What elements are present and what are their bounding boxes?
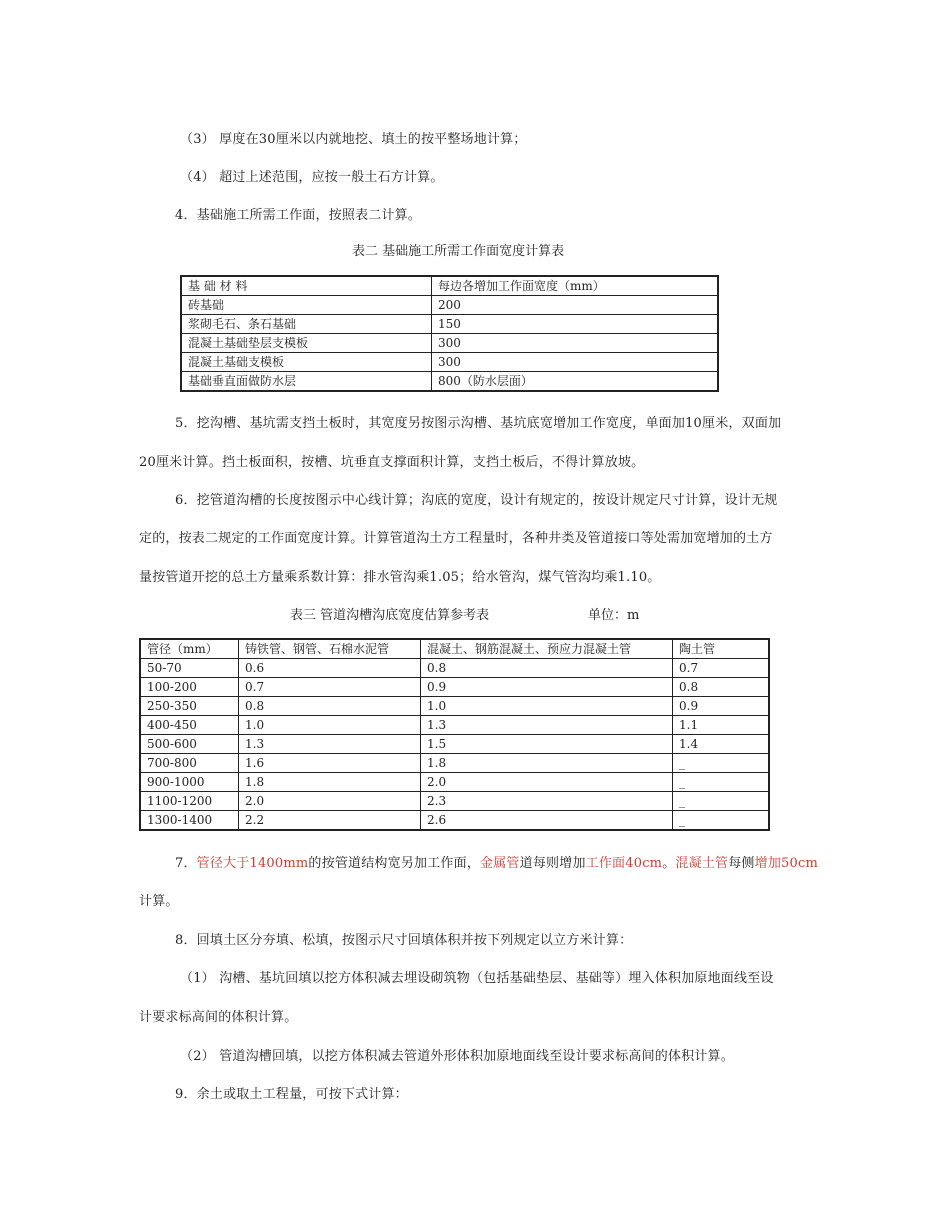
table-cell: 1100-1200 xyxy=(140,792,239,811)
item-6-line-3: 量按管道开挖的总土方量乘系数计算：排水管沟乘1.05；给水管沟，煤气管沟均乘1.10。 xyxy=(139,570,661,585)
header-cell: 基 础 材 料 xyxy=(181,276,432,296)
highlight-text: 增加50cm xyxy=(754,856,818,871)
table-row xyxy=(181,353,718,372)
table-cell: 混凝土基础支模板 xyxy=(181,353,432,372)
table-cell: 1.1 xyxy=(673,716,770,735)
table-cell: 800（防水层面） xyxy=(432,372,719,392)
table-cell: 浆砌毛石、条石基础 xyxy=(181,315,432,334)
body-text: 道每则增加 xyxy=(519,856,586,871)
table-row xyxy=(181,315,718,334)
item-6-line-1: 6．挖管道沟槽的长度按图示中心线计算；沟底的宽度，设计有规定的，按设计规定尺寸计算，设计无规 xyxy=(175,493,778,508)
table-cell: 基础垂直面做防水层 xyxy=(181,372,432,392)
table-cell: 200 xyxy=(432,296,719,315)
highlight-text: 金属管 xyxy=(480,856,520,871)
table-cell: _ xyxy=(673,754,770,773)
table3-unit: 单位：m xyxy=(588,608,640,623)
highlight-text: 混凝土管 xyxy=(675,856,729,871)
table-row xyxy=(140,716,769,735)
item-9: 9．余土或取土工程量，可按下式计算： xyxy=(175,1087,408,1102)
table-cell: 0.9 xyxy=(673,697,770,716)
item-4: 4．基础施工所需工作面，按照表二计算。 xyxy=(175,208,422,223)
table3-caption: 表三 管道沟槽沟底宽度估算参考表 xyxy=(290,608,490,623)
table-cell: 0.8 xyxy=(673,678,770,697)
body-text: 。 xyxy=(662,856,676,871)
item-8-1-line-1: （1） 沟槽、基坑回填以挖方体积减去埋设砌筑物（包括基础垫层、基础等）埋入体积加原地面线至设 xyxy=(180,971,774,986)
item-5-line-1: 5．挖沟槽、基坑需支挡土板时，其宽度另按图示沟槽、基坑底宽增加工作宽度，单面加10厘米，双面加 xyxy=(175,416,782,431)
table-row xyxy=(140,678,769,697)
table-cell: 50-70 xyxy=(140,659,239,678)
table-cell: _ xyxy=(673,811,770,831)
table-cell: 砖基础 xyxy=(181,296,432,315)
table-row xyxy=(140,754,769,773)
table-row xyxy=(140,659,769,678)
item-5-line-2: 20厘米计算。挡土板面积，按槽、坑垂直支撑面积计算，支挡土板后，不得计算放坡。 xyxy=(139,455,645,470)
table-cell: 0.9 xyxy=(421,678,673,697)
table-cell: 1300-1400 xyxy=(140,811,239,831)
highlight-text: 管径大于1400mm xyxy=(196,856,309,871)
table-cell: 1.3 xyxy=(239,735,421,754)
item-6-line-2: 定的，按表二规定的工作面宽度计算。计算管道沟土方工程量时，各种井类及管道接口等处需加宽增加的土方 xyxy=(139,531,773,546)
table-cell: 2.0 xyxy=(421,773,673,792)
table-cell: 0.7 xyxy=(673,659,770,678)
table-cell: 1.0 xyxy=(421,697,673,716)
table-cell: _ xyxy=(673,773,770,792)
item-8-2: （2） 管道沟槽回填，以挖方体积减去管道外形体积加原地面线至设计要求标高间的体积计算。 xyxy=(180,1049,735,1064)
item-7-number: 7． xyxy=(175,856,197,871)
table2 xyxy=(180,275,719,392)
item-8-1-line-2: 计要求标高间的体积计算。 xyxy=(139,1010,298,1025)
table-cell: 150 xyxy=(432,315,719,334)
highlight-text: 工作面40cm xyxy=(585,856,663,871)
table-row xyxy=(140,697,769,716)
table-cell: 1.6 xyxy=(239,754,421,773)
header-cell: 混凝土、钢筋混凝土、预应力混凝土管 xyxy=(421,639,673,659)
item-8: 8．回填土区分夯填、松填，按图示尺寸回填体积并按下列规定以立方米计算： xyxy=(175,933,633,948)
table-cell: 400-450 xyxy=(140,716,239,735)
table-cell: 1.5 xyxy=(421,735,673,754)
table-cell: 混凝土基础垫层支模板 xyxy=(181,334,432,353)
table-cell: 2.3 xyxy=(421,792,673,811)
table-cell: 2.6 xyxy=(421,811,673,831)
table-row xyxy=(140,773,769,792)
table-row xyxy=(181,296,718,315)
table-cell: 0.6 xyxy=(239,659,421,678)
table-cell: 1.8 xyxy=(239,773,421,792)
header-cell: 铸铁管、钢管、石棉水泥管 xyxy=(239,639,421,659)
table-cell: 0.8 xyxy=(421,659,673,678)
table-header-row xyxy=(181,276,718,296)
table-cell: 900-1000 xyxy=(140,773,239,792)
table-cell: 250-350 xyxy=(140,697,239,716)
table-cell: 1.0 xyxy=(239,716,421,735)
table-cell: 0.7 xyxy=(239,678,421,697)
table-cell: 2.0 xyxy=(239,792,421,811)
table-row xyxy=(140,811,769,831)
table-cell: 500-600 xyxy=(140,735,239,754)
paragraph-4: （4） 超过上述范围，应按一般土石方计算。 xyxy=(180,170,444,185)
table-cell: 700-800 xyxy=(140,754,239,773)
header-cell: 管径（mm） xyxy=(140,639,239,659)
table-header-row xyxy=(140,639,769,659)
header-cell: 陶土管 xyxy=(673,639,770,659)
table-cell: 1.8 xyxy=(421,754,673,773)
table-cell: 100-200 xyxy=(140,678,239,697)
table-cell: 1.3 xyxy=(421,716,673,735)
body-text: 每侧 xyxy=(728,856,755,871)
table3 xyxy=(139,638,770,831)
body-text: 的按管道结构宽另加工作面， xyxy=(308,856,481,871)
table2-caption: 表二 基础施工所需工作面宽度计算表 xyxy=(352,244,565,259)
table-row xyxy=(181,334,718,353)
table-row xyxy=(181,372,718,392)
table-cell: 0.8 xyxy=(239,697,421,716)
paragraph-3: （3） 厚度在30厘米以内就地挖、填土的按平整场地计算； xyxy=(180,132,527,147)
table-row xyxy=(140,792,769,811)
table-row xyxy=(140,735,769,754)
item-7-line-1 xyxy=(175,852,818,871)
table-cell: _ xyxy=(673,792,770,811)
table-cell: 1.4 xyxy=(673,735,770,754)
header-cell: 每边各增加工作面宽度（mm） xyxy=(432,276,719,296)
table-cell: 300 xyxy=(432,334,719,353)
item-7-line-2: 计算。 xyxy=(139,894,179,909)
table-cell: 300 xyxy=(432,353,719,372)
table-cell: 2.2 xyxy=(239,811,421,831)
